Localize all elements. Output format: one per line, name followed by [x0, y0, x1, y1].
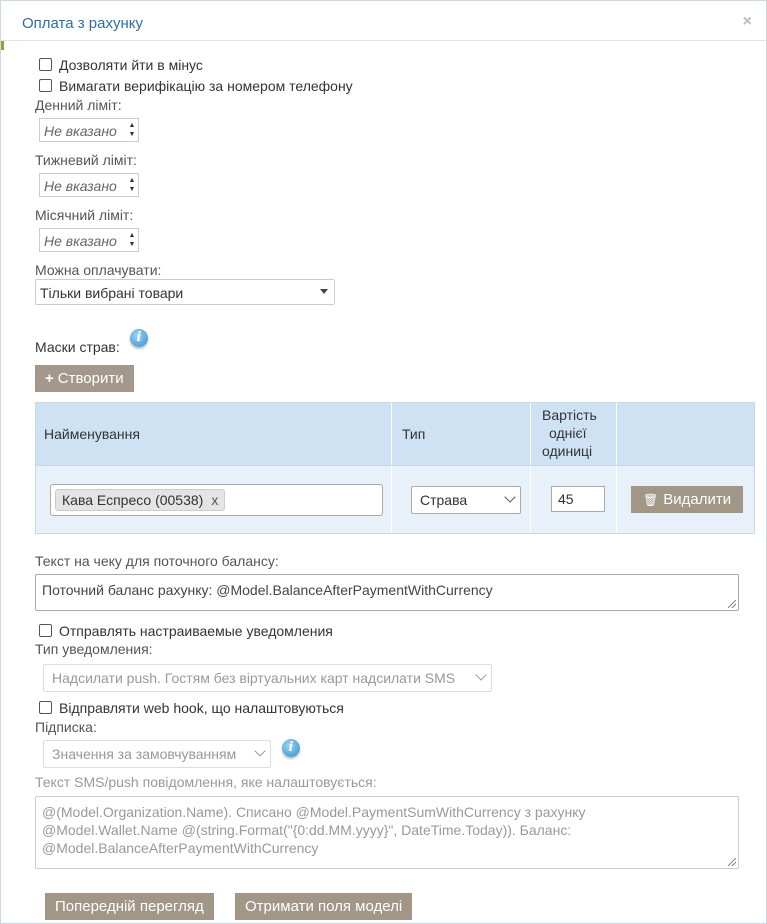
- monthly-limit-placeholder: Не вказано: [44, 233, 117, 249]
- chevron-down-icon: [504, 491, 515, 502]
- col-divider: [391, 466, 392, 533]
- info-icon[interactable]: i: [130, 329, 148, 347]
- sms-text-line: @Model.Wallet.Name @(string.Format("{0:dd.MM.yyyy}", DateTime.Today)). Баланс:: [42, 822, 572, 838]
- masks-label: Маски страв:: [35, 339, 120, 355]
- close-icon[interactable]: ×: [742, 13, 752, 30]
- spinner-arrows-icon[interactable]: ▲ ▼: [128, 177, 136, 193]
- monthly-limit-label: Місячний ліміт:: [35, 207, 134, 223]
- info-icon[interactable]: i: [282, 739, 300, 757]
- monthly-limit-input[interactable]: [39, 228, 139, 252]
- daily-limit-input[interactable]: [39, 118, 139, 142]
- resize-grip-icon[interactable]: [728, 858, 736, 866]
- edge-marker: [1, 41, 4, 50]
- spinner-arrows-icon[interactable]: ▲ ▼: [128, 232, 136, 248]
- receipt-text: Поточний баланс рахунку: @Model.BalanceAfterPaymentWithCurrency: [42, 582, 493, 598]
- col-price-header-line2: однієї: [549, 425, 587, 441]
- delete-mask-label: Видалити: [663, 491, 732, 508]
- daily-limit-placeholder: Не вказано: [44, 123, 117, 139]
- dialog-titlebar: [1, 1, 766, 41]
- dish-tag: [55, 489, 225, 511]
- col-divider: [616, 466, 617, 533]
- type-select[interactable]: [411, 486, 521, 514]
- col-divider: [530, 466, 531, 533]
- require-phone-checkbox[interactable]: [39, 79, 52, 92]
- receipt-label: Текст на чеку для поточного балансу:: [35, 553, 279, 569]
- spinner-arrows-icon[interactable]: ▲ ▼: [128, 122, 136, 138]
- preview-button[interactable]: Попередній перегляд: [45, 893, 214, 920]
- can-pay-select[interactable]: [35, 279, 335, 305]
- subscription-select[interactable]: [43, 740, 271, 768]
- col-divider: [616, 403, 617, 465]
- col-divider: [391, 403, 392, 465]
- can-pay-value: Тільки вибрані товари: [40, 285, 184, 301]
- caret-down-icon: [320, 289, 328, 294]
- notification-type-label: Тип уведомления:: [35, 641, 153, 657]
- receipt-textarea[interactable]: [35, 574, 739, 611]
- delete-mask-button[interactable]: [631, 486, 743, 513]
- subscription-label: Підписка:: [35, 719, 97, 735]
- require-phone-label: Вимагати верифікацію за номером телефону: [59, 78, 353, 94]
- allow-negative-checkbox[interactable]: [39, 58, 52, 71]
- create-mask-button[interactable]: [35, 365, 134, 392]
- webhook-checkbox[interactable]: [39, 701, 52, 714]
- sms-text-line: @(Model.Organization.Name). Списано @Model.PaymentSumWithCurrency з рахунку: [42, 804, 586, 820]
- dish-tag-label: Кава Еспресо (00538): [62, 492, 204, 508]
- weekly-limit-label: Тижневий ліміт:: [35, 152, 137, 168]
- get-model-fields-button[interactable]: Отримати поля моделі: [235, 893, 412, 920]
- dish-tag-input[interactable]: [50, 484, 383, 516]
- chevron-down-icon: [254, 745, 265, 756]
- remove-tag-icon[interactable]: x: [211, 492, 219, 508]
- create-mask-label: Створити: [57, 370, 124, 387]
- send-custom-label: Отправлять настраиваемые уведомления: [59, 623, 333, 639]
- col-price-header-line1: Вартість: [542, 407, 597, 423]
- allow-negative-label: Дозволяти йти в мінус: [59, 57, 203, 73]
- col-type-header: Тип: [402, 426, 426, 442]
- send-custom-checkbox[interactable]: [39, 624, 52, 637]
- notification-type-value: Надсилати push. Гостям без віртуальних карт надсилати SMS: [52, 670, 456, 686]
- weekly-limit-placeholder: Не вказано: [44, 178, 117, 194]
- col-divider: [530, 403, 531, 465]
- plus-icon: +: [45, 370, 54, 387]
- sms-text-line: @Model.BalanceAfterPaymentWithCurrency: [42, 840, 319, 856]
- type-value: Страва: [420, 492, 468, 508]
- daily-limit-label: Денний ліміт:: [35, 97, 122, 113]
- sms-textarea[interactable]: [35, 796, 739, 869]
- sms-text-label: Текст SMS/push повідомлення, яке налаштовується:: [35, 774, 377, 790]
- table-row: [35, 466, 755, 534]
- col-name-header: Найменування: [44, 426, 140, 442]
- webhook-label: Відправляти web hook, що налаштовуються: [59, 700, 344, 716]
- chevron-down-icon: [475, 669, 486, 680]
- price-input[interactable]: 45: [551, 486, 605, 512]
- weekly-limit-input[interactable]: [39, 173, 139, 197]
- masks-table-header: [35, 402, 755, 466]
- sms-text: [42, 803, 728, 857]
- dialog-title: Оплата з рахунку: [22, 15, 144, 32]
- can-pay-label: Можна оплачувати:: [35, 262, 162, 278]
- resize-grip-icon[interactable]: [728, 600, 736, 608]
- subscription-value: Значення за замовчуванням: [52, 746, 237, 762]
- trash-icon: 🗑: [643, 493, 659, 507]
- col-price-header-line3: одиниці: [542, 443, 593, 459]
- notification-type-select[interactable]: [43, 664, 492, 692]
